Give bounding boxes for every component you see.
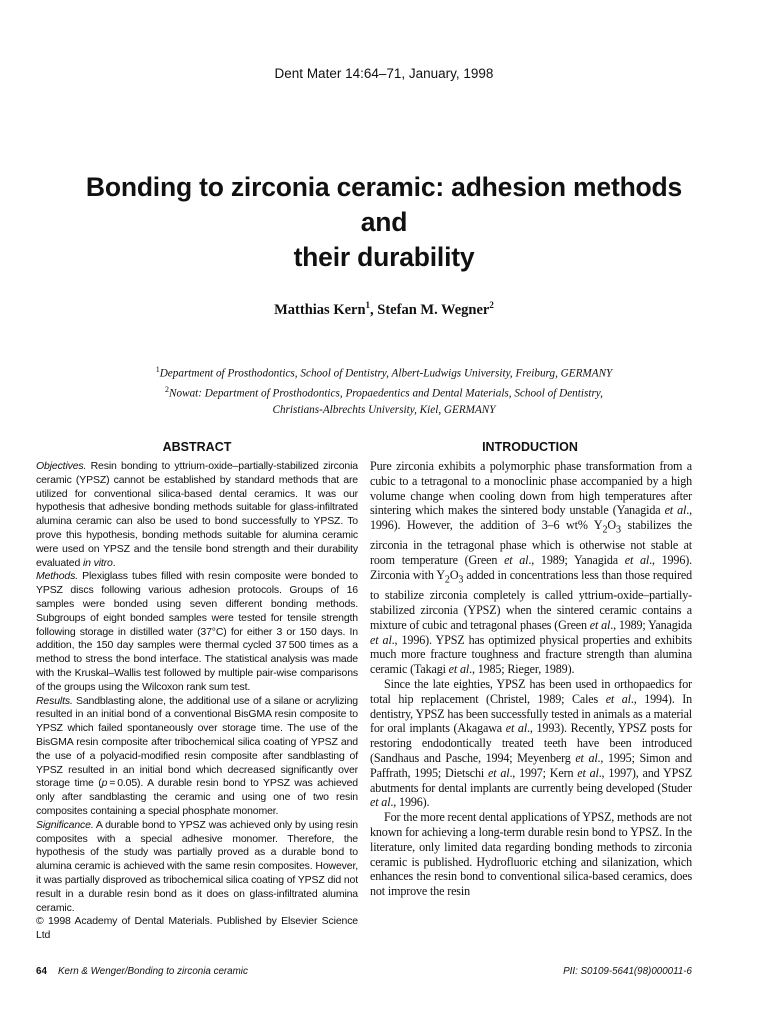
affil-2-line-2: Christians-Albrechts University, Kiel, GERMANY <box>272 404 496 417</box>
title-line-1: Bonding to zirconia ceramic: adhesion methods and <box>85 172 683 237</box>
introduction-heading: INTRODUCTION <box>482 440 578 454</box>
et-al: et al <box>504 553 529 568</box>
subscript: 2 <box>602 524 608 536</box>
objectives-label: Objectives. <box>36 460 87 472</box>
author-1: Matthias Kern <box>274 301 366 318</box>
text-run: Pure zirconia exhibits a polymorphic phase transformation from a cubic to a tetragonal to a monoclinic phase accompanied by a high volume change when cooling down from high temperatures after sintering which makes the sintered body unstable (Yanagida <box>370 459 692 518</box>
subscript: 3 <box>616 524 621 536</box>
text-run: ., 1995; Simon and Paffrath, 1995; Dietschi <box>370 750 692 780</box>
text-run: ., 1997), and YPSZ abutments for dental implants are currently being developed (Studer <box>370 765 692 795</box>
significance-label: Significance. <box>36 818 94 831</box>
affil-1-mark: 1 <box>155 365 160 374</box>
results-p-symbol: p <box>101 777 108 790</box>
text-run: ., 1996). Zirconia with Y <box>370 553 692 582</box>
text-run: ., 1996). However, the addition of 3–6 wt% Y <box>370 503 692 533</box>
results-label: Results. <box>36 694 73 707</box>
author-2-affil-mark: 2 <box>489 300 494 310</box>
et-al: et al <box>448 662 470 677</box>
author-1-affil-mark: 1 <box>365 300 371 310</box>
et-al: et al <box>505 721 528 736</box>
et-al: et al <box>577 765 599 780</box>
abstract-body <box>36 460 358 943</box>
title-line-2: their durability <box>293 242 475 272</box>
et-al: et al <box>664 503 687 518</box>
et-al: et al <box>589 617 611 632</box>
subscript: 2 <box>444 574 450 586</box>
running-head: Kern & Wenger/Bonding to zirconia ceramic <box>58 966 248 977</box>
text-run: ., 1985; Rieger, 1989). <box>469 662 575 677</box>
intro-paragraph-1 <box>370 459 692 677</box>
page-number: 64 <box>36 966 47 977</box>
et-al: et al <box>575 750 598 765</box>
text-run: O <box>607 518 617 533</box>
subscript: 3 <box>458 574 464 586</box>
article-title <box>60 170 708 275</box>
et-al: et al <box>488 765 510 780</box>
text-run: ., 1996). YPSZ has optimized physical properties and exhibits much more fracture toughness and fracture strength than alumina ceramic (Takagi <box>370 632 692 677</box>
intro-paragraph-2 <box>370 677 692 810</box>
copyright-notice: © 1998 Academy of Dental Materials. Published by Elsevier Science Ltd <box>36 915 358 942</box>
abstract-results <box>36 695 358 819</box>
affil-2-line-1: Nowat: Department of Prosthodontics, Propaedentics and Dental Materials, School of Dentistry, <box>169 387 603 400</box>
text-run: O <box>449 567 459 582</box>
introduction-body <box>370 459 692 899</box>
et-al: et al <box>370 795 391 810</box>
abstract-objectives <box>36 460 358 570</box>
affil-2-mark: 2 <box>165 385 170 395</box>
journal-citation: Dent Mater 14:64–71, January, 1998 <box>274 66 494 81</box>
significance-text: A durable bond to YPSZ was achieved only by using resin composites with a special adhesive monomer. Therefore, the hypothesis of the study was partially proved as a durable bond to alumina ceramic is achieved with the same resin composites. However, it was partially disproved as tribochemical silica coating of YPSZ did not result in a durable resin bond as it does on glass-infiltrated alumina ceramic. <box>36 818 358 914</box>
objectives-text: Resin bonding to yttrium-oxide–partially-stabilized zirconia ceramic (YPSZ) cannot be established by standard methods that are utilized for conventional silica-based dental ceramics. It was our hypothesis that adhesive bonding methods suitable for glass-infiltrated alumina ceramic can also be used to bond successfully to YPSZ. To prove this hypothesis, bonding methods suitable for alumina ceramic were used on YPSZ and the tensile bond strength and their durability evaluated <box>36 460 358 569</box>
text-run: ., 1994). In dentistry, YPSZ has been successfully tested in animals as a material for oral implants (Akagawa <box>370 691 692 736</box>
text-run: ., 1997; Kern <box>509 765 578 780</box>
methods-text: Plexiglass tubes filled with resin composite were bonded to YPSZ discs following various adhesion protocols. Groups of 16 samples were bonded using seven different bonding methods. Subgroups of eight bonded samples were tested for tensile strength following storage in distilled water (37°C) for either 3 or 150 days. In addition, the 150 day samples were thermal cycled 37 500 times as a method to stress the bond interface. The statistical analysis was made with the Kruskal–Wallis test followed by multiple pair-wise comparisons of the groups using the Wilcoxon rank sum test. <box>36 570 358 693</box>
methods-label: Methods. <box>36 570 78 583</box>
author-list <box>0 300 768 319</box>
results-text-a: Sandblasting alone, the additional use of a silane or acrylizing resulted in an initial bond of a conventional BisGMA resin composite to YPSZ which failed spontaneously over storage time. The use of the BisGMA resin composite after tribochemical silica coating of YPSZ and the use of a polyacid-modified resin composite after sandblasting of YPSZ resulted in an initial bond which decreased significantly over storage time ( <box>36 694 358 790</box>
in-vitro-italic: in vitro <box>82 556 113 569</box>
text-run: ., 1996). <box>390 795 430 810</box>
objectives-period: . <box>112 556 116 569</box>
abstract-methods <box>36 570 358 694</box>
text-run: ., 1989; Yanagida <box>528 553 625 568</box>
et-al: et al <box>605 691 631 706</box>
results-text-b: = 0.05). A durable resin bond to YPSZ was achieved only after sandblasting the ceramic and using one of two resin composites containing a special phosphate monomer. <box>36 777 358 817</box>
author-separator: , <box>370 301 378 318</box>
intro-paragraph-3: For the more recent dental applications of YPSZ, methods are not known for achieving a long-term durable resin bond to YPSZ. In the literature, only limited data regarding bonding methods to zirconia ceramic is published. Hydrofluoric etching and silanization, which enhances the resin bond to conventional silica-based ceramics, does not improve the resin <box>370 810 693 899</box>
pii-identifier: PII: S0109-5641(98)000011-6 <box>563 966 692 977</box>
affiliations <box>40 362 728 419</box>
et-al: et al <box>370 632 392 647</box>
abstract-heading: ABSTRACT <box>162 440 232 454</box>
author-2: Stefan M. Wegner <box>377 301 490 318</box>
text-run: ., 1993). Recently, YPSZ posts for restoring endodontically treated teeth have been introduced (Sandhaus and Pasche, 1994; Meyenberg <box>370 721 692 765</box>
text-run: ., 1989; Yanagida <box>610 617 692 632</box>
affil-1-text: Department of Prosthodontics, School of Dentistry, Albert-Ludwigs University, Freiburg, GERMANY <box>159 367 613 380</box>
abstract-significance <box>36 819 358 916</box>
text-run: added in concentrations less than those required to stabilize zirconia completely is called yttrium-oxide–partially-stabilized zirconia (YPSZ) when the sintered ceramic contains a mixture of cubic and tetragonal phases (Green <box>370 567 692 632</box>
text-run: Since the late eighties, YPSZ has been used in orthopaedics for total hip replacement (Christel, 1989; Cales <box>370 676 692 706</box>
text-run: stabilizes the zirconia in the tetragonal phase which is otherwise not stable at room temperature (Green <box>370 518 693 568</box>
et-al: et al <box>624 553 650 568</box>
